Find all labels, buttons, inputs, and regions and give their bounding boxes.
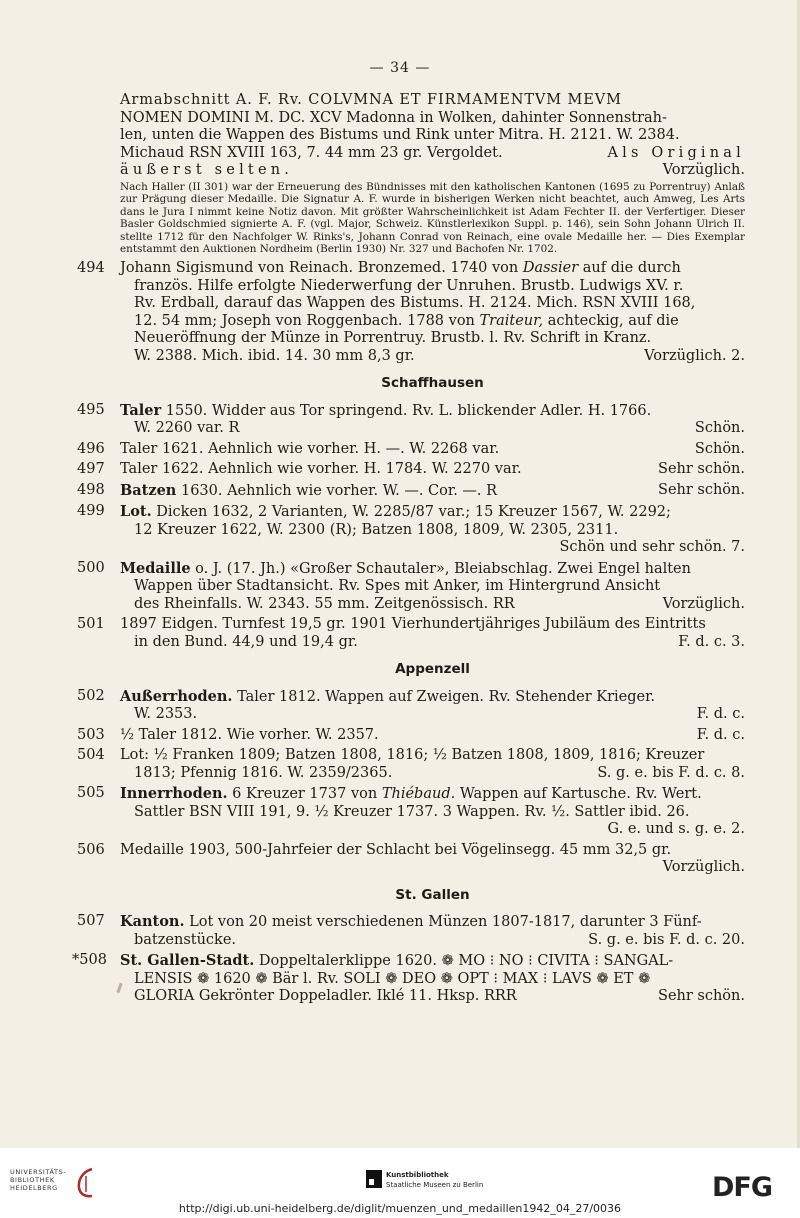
section-heading-schaffhausen: Schaffhausen <box>381 375 484 392</box>
grade: Sehr schön. <box>658 481 745 498</box>
university-library-label: UNIVERSITÄTS- BIBLIOTHEK HEIDELBERG <box>10 1168 67 1192</box>
source-url-link[interactable]: http://digi.ub.uni-heidelberg.de/diglit/muenzen_und_medaillen1942_04_27/0036 <box>178 1202 622 1215</box>
grade: Sehr schön. <box>658 461 745 478</box>
grade: S. g. e. bis F. d. c. 8. <box>597 764 745 781</box>
grade: Vorzüglich. 2. <box>644 347 745 364</box>
grade: Vorzüglich. <box>662 162 745 178</box>
lot-number: 494 <box>77 260 105 277</box>
lot-number: *508 <box>72 952 107 969</box>
entry-505: 505 Innerrhoden. 6 Kreuzer 1737 von Thiébaud. Wappen auf Kartusche. Rv. Wert. Sattler BSN VIII 191, 9. ½ Kreuzer 1737. 3 Wappen. Rv. ½. Sattler ibid. 26. G. e. und s. g. e. 2. <box>77 785 745 838</box>
lot-number: 504 <box>77 747 105 764</box>
entry-493-continuation <box>120 92 745 256</box>
kunstbibliothek-logo-icon <box>366 1170 382 1188</box>
entry-501: 501 1897 Eidgen. Turnfest 19,5 gr. 1901 Vierhundertjähriges Jubiläum des Eintritts in den Bund. 44,9 und 19,4 gr. F. d. c. 3. <box>77 616 745 650</box>
entry-499: 499 Lot. Dicken 1632, 2 Varianten, W. 2285/87 var.; 15 Kreuzer 1567, W. 2292; 12 Kreuzer 1622, W. 2300 (R); Batzen 1808, 1809, W. 2305, 2311. Schön und sehr schön. 7. <box>77 503 745 556</box>
grade: F. d. c. 3. <box>678 633 745 650</box>
grade: F. d. c. <box>696 706 745 723</box>
entry-497: 497 Taler 1622. Aehnlich wie vorher. H. 1784. W. 2270 var. Sehr schön. <box>77 461 745 478</box>
footnote: Nach Haller (II 301) war der Erneuerung des Bündnisses mit den katholischen Kantonen (1695 zu Porrentruy) Anlaß zur Prägung dieser Medaille. Die Signatur A. F. wurde in bisherigen Werken nicht beachtet, auch Amweg, Les Arts dans le Jura I nimmt keine Notiz davon. Mit größter Wahrscheinlichkeit ist Adam Fechter II. der Verfertiger. Dieser Basler Goldschmied signierte A. F. (vgl. Major, Schweiz. Künstlerlexikon Suppl. p. 146), sein Sohn Johann Ulrich II. stellte 1712 für den Nachfolger W. Rinks's, Johann Conrad von Reinach, eine ovale Medaille her. — Dies Exemplar entstammt den Auktionen Nordheim (Berlin 1930) Nr. 327 und Bachofen Nr. 1702. <box>120 180 745 256</box>
entry-500: 500 Medaille o. J. (17. Jh.) «Großer Schautaler», Bleiabschlag. Zwei Engel halten Wappen über Stadtansicht. Rv. Spes mit Anker, im Hintergrund Ansicht des Rheinfalls. W. 2343. 55 mm. Zeitgenössisch. RR Vorzüglich. <box>77 559 745 612</box>
text-line: Armabschnitt A. F. Rv. COLVMNA ET FIRMAMENTVM MEVM <box>120 92 622 108</box>
lot-number: 499 <box>77 503 105 520</box>
grade: Vorzüglich. <box>662 859 745 876</box>
text-line: len, unten die Wappen des Bistums und Rink unter Mitra. H. 2121. W. 2384. <box>120 127 680 143</box>
text-line: NOMEN DOMINI M. DC. XCV Madonna in Wolken, dahinter Sonnenstrah- <box>120 109 667 126</box>
catalog-content <box>72 92 745 1009</box>
section-heading-appenzell: Appenzell <box>395 661 470 678</box>
footer <box>0 1148 800 1218</box>
lot-number: 500 <box>77 559 105 576</box>
entry-502: 502 Außerrhoden. Taler 1812. Wappen auf Zweigen. Rv. Stehender Krieger. W. 2353. F. d. c. <box>77 687 745 723</box>
entry-506: 506 Medaille 1903, 500-Jahrfeier der Schlacht bei Vögelinsegg. 45 mm 32,5 gr. Vorzüglich. <box>77 841 745 876</box>
entry-504: 504 Lot: ½ Franken 1809; Batzen 1808, 1816; ½ Batzen 1808, 1809, 1816; Kreuzer 1813; Pfennig 1816. W. 2359/2365. S. g. e. bis F. d. c. 8. <box>77 747 745 781</box>
spaced-text: Als Original <box>607 144 745 161</box>
entry-507: 507 Kanton. Lot von 20 meist verschiedenen Münzen 1807-1817, darunter 3 Fünf- batzenstücke. S. g. e. bis F. d. c. 20. <box>77 913 745 948</box>
grade: Schön und sehr schön. 7. <box>559 539 745 556</box>
text-line: Michaud RSN XVIII 163, 7. 44 mm 23 gr. Vergoldet. Als Original <box>120 144 745 161</box>
entry-495: 495 Taler 1550. Widder aus Tor springend. Rv. L. blickender Adler. H. 1766. W. 2260 var. R Schön. <box>77 401 745 437</box>
university-logo-icon <box>72 1166 98 1200</box>
lot-number: 503 <box>77 726 105 743</box>
entry-503: 503 ½ Taler 1812. Wie vorher. W. 2357. F. d. c. <box>77 726 745 743</box>
lot-number: 495 <box>77 401 105 418</box>
lot-number: 506 <box>77 841 105 858</box>
grade: S. g. e. bis F. d. c. 20. <box>588 931 745 948</box>
grade: Schön. <box>694 420 745 437</box>
grade: G. e. und s. g. e. 2. <box>607 821 745 838</box>
entry-498: 498 Batzen 1630. Aehnlich wie vorher. W. —. Cor. —. R Sehr schön. <box>77 481 745 499</box>
grade: Schön. <box>694 440 745 457</box>
grade: Vorzüglich. <box>662 595 745 612</box>
entry-508: *508 St. Gallen-Stadt. Doppeltalerklippe 1620. ❁ MO ⁝ NO ⁝ CIVITA ⁝ SANGAL- LENSIS ❁ 1620 ❁ Bär l. Rv. SOLI ❁ DEO ❁ OPT ⁝ MAX ⁝ LAVS ❁ ET ❁ GLORIA Gekrönter Doppeladler. Iklé 11. Hksp. RRR Sehr schön. <box>72 952 745 1005</box>
section-heading-st-gallen: St. Gallen <box>395 886 470 903</box>
lot-number: 497 <box>77 461 105 478</box>
page-number: — 34 — <box>369 60 431 76</box>
spaced-text: äußerst selten. <box>120 162 294 178</box>
entry-494: 494 Johann Sigismund von Reinach. Bronzemed. 1740 von Dassier auf die durch französ. Hilfe erfolgte Niederwerfung der Unruhen. Brustb. Ludwigs XV. r. Rv. Erdball, darauf das Wappen des Bistums. H. 2124. Mich. RSN XVIII 168, 12. 54 mm; Joseph von Roggenbach. 1788 von Traiteur, achteckig, auf die Neueröffnung der Münze in Porrentruy. Brustb. l. Rv. Schrift in Kranz. W. 2388. Mich. ibid. 14. 30 mm 8,3 gr. Vorzüglich. 2. <box>77 260 745 364</box>
grade: Sehr schön. <box>658 988 745 1005</box>
lot-number: 498 <box>77 481 105 498</box>
kunstbibliothek-label: Kunstbibliothek Staatliche Museen zu Berlin <box>386 1171 484 1189</box>
lot-number: 507 <box>77 913 105 930</box>
lot-number: 496 <box>77 440 105 457</box>
lot-number: 505 <box>77 785 105 802</box>
grade: F. d. c. <box>696 726 745 743</box>
lot-number: 502 <box>77 687 105 704</box>
text-line <box>120 162 745 180</box>
lot-number: 501 <box>77 616 105 633</box>
dfg-logo: DFG <box>712 1172 773 1203</box>
entry-496: 496 Taler 1621. Aehnlich wie vorher. H. —. W. 2268 var. Schön. <box>77 440 745 457</box>
